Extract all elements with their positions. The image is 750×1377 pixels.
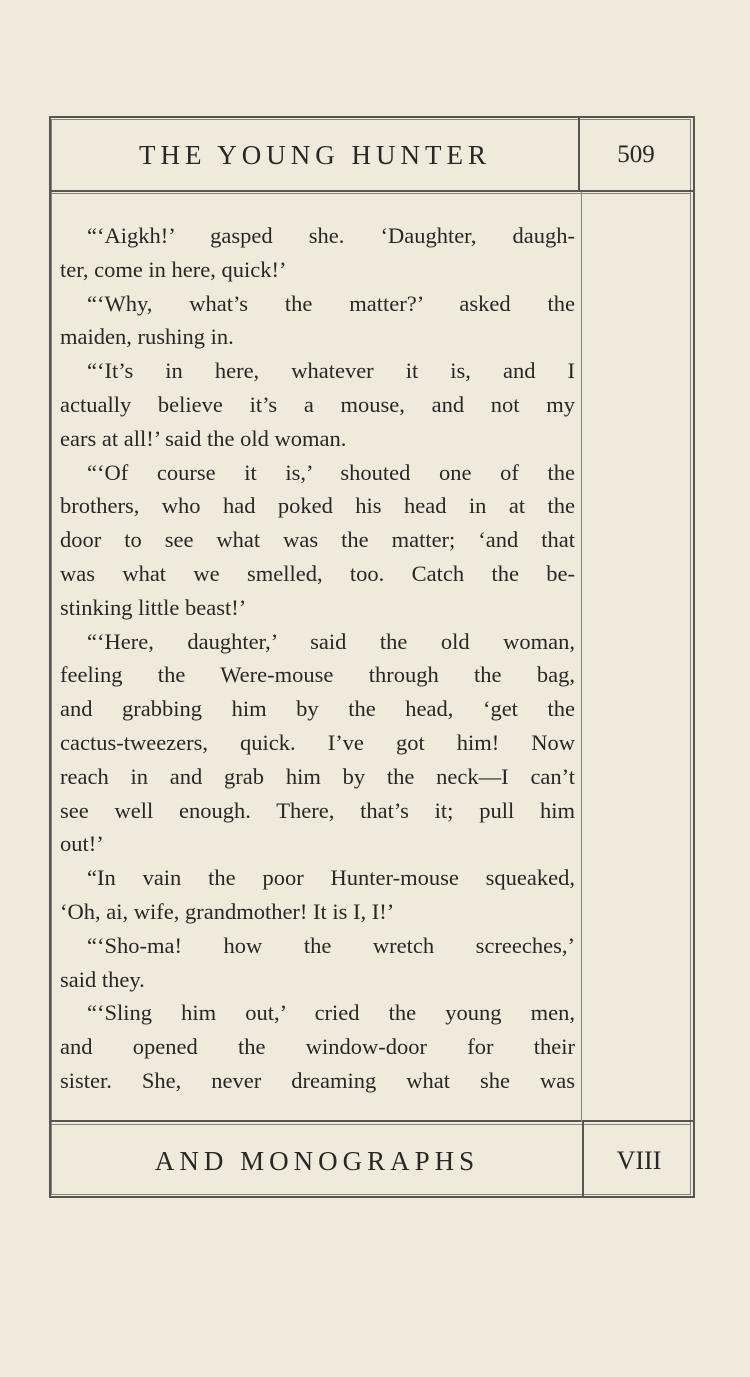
series-title: AND MONOGRAPHS — [154, 1145, 480, 1176]
body-text — [60, 219, 575, 1098]
text-line: “In vain the poor Hunter-mouse squeaked, — [87, 865, 575, 891]
running-title: THE YOUNG HUNTER — [139, 139, 491, 170]
text-line: door to see what was the matter; ‘and that — [60, 527, 575, 553]
footer-divider-inner — [51, 1124, 691, 1125]
text-line: “‘Of course it is,’ shouted one of the — [87, 459, 575, 485]
text-line: “‘Sling him out,’ cried the young men, — [87, 1000, 575, 1026]
footer-column-divider — [582, 1122, 584, 1198]
text-line: cactus-tweezers, quick. I’ve got him! Now — [60, 729, 575, 755]
text-line: ter, come in here, quick!’ — [60, 256, 287, 282]
page-number: 509 — [617, 141, 655, 168]
text-line: stinking little beast!’ — [60, 594, 247, 620]
text-line: and grabbing him by the head, ‘get the — [60, 696, 575, 722]
footer-divider — [49, 1120, 695, 1122]
text-line: “‘Aigkh!’ gasped she. ‘Daughter, daugh- — [87, 223, 575, 248]
text-line: actually believe it’s a mouse, and not my — [60, 391, 575, 417]
text-line: “‘Sho-ma! how the wretch screeches,’ — [87, 932, 575, 958]
text-line: reach in and grab him by the neck—I can’t — [60, 763, 575, 789]
text-line: “‘Why, what’s the matter?’ asked the — [87, 290, 575, 316]
text-line: ‘Oh, ai, wife, grandmother! It is I, I!’ — [60, 898, 395, 924]
text-line: out!’ — [60, 831, 104, 857]
text-line: “‘It’s in here, whatever it is, and I — [87, 358, 575, 384]
text-line: said they. — [60, 966, 145, 992]
text-line: ears at all!’ said the old woman. — [60, 425, 347, 451]
text-line: sister. She, never dreaming what she was — [60, 1067, 575, 1093]
header-divider-inner — [51, 193, 691, 194]
header-divider — [49, 190, 695, 192]
header-column-divider — [578, 116, 580, 192]
margin-column-divider — [581, 192, 582, 1122]
text-line: and opened the window-door for their — [60, 1034, 575, 1060]
text-line: was what we smelled, too. Catch the be- — [60, 560, 575, 586]
volume-number: VIII — [616, 1146, 662, 1175]
text-line: see well enough. There, that’s it; pull him — [60, 797, 575, 823]
text-line: maiden, rushing in. — [60, 324, 234, 350]
text-line: brothers, who had poked his head in at the — [60, 493, 575, 519]
text-line: “‘Here, daughter,’ said the old woman, — [87, 628, 575, 654]
text-line: feeling the Were-mouse through the bag, — [60, 662, 575, 688]
